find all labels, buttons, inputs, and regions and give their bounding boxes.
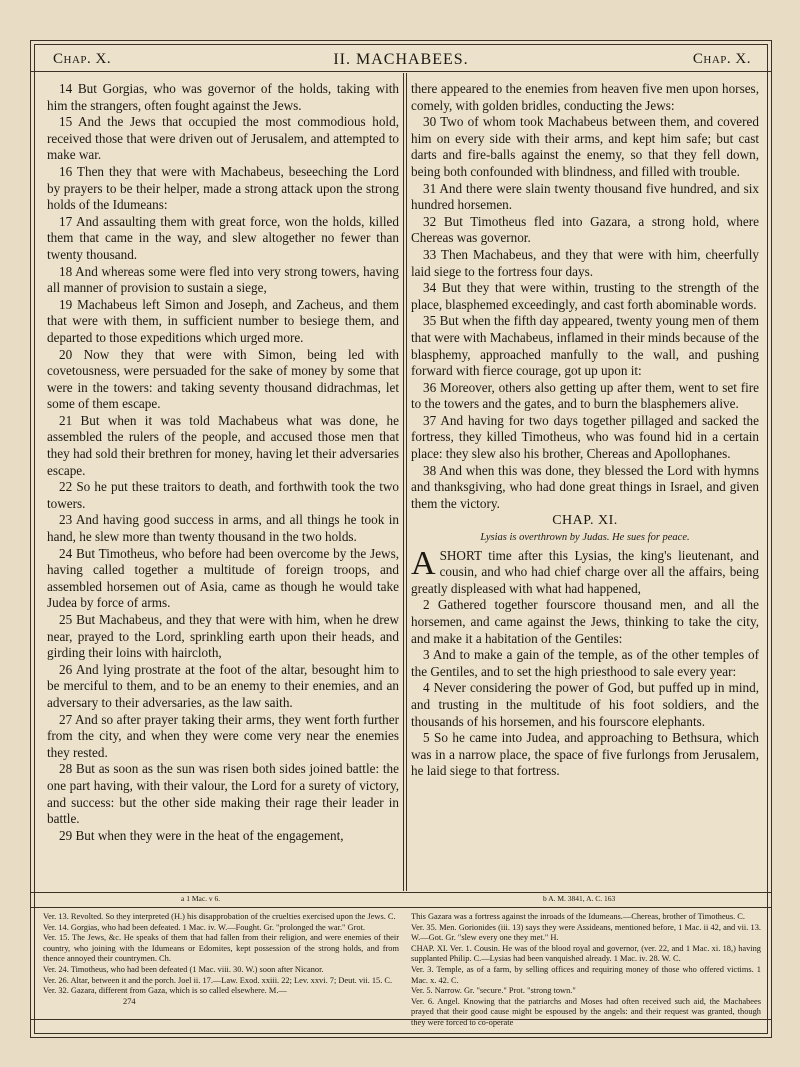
left-column xyxy=(47,81,399,844)
right-column xyxy=(411,81,759,780)
verse: 16 Then they that were with Machabeus, beseeching the Lord by prayers to be their helper, made a strong attack upon the strong holds of the Idumeans: xyxy=(47,163,399,213)
verse: 28 But as soon as the sun was risen both sides joined battle: the one part having, with their valour, the Lord for a surety of victory, and success: but the other side making their rage their leader in battle. xyxy=(47,761,399,827)
column-divider xyxy=(403,73,404,891)
verse: 26 And lying prostrate at the foot of the altar, besought him to be merciful to them, and to be an enemy to their enemies, and an adversary to their adversaries, as the law saith. xyxy=(47,661,399,710)
drop-cap: A xyxy=(411,544,436,582)
commentary-right xyxy=(411,912,761,1029)
commentary-note: CHAP. XI. Ver. 1. Cousin. He was of the blood royal and governor, (ver. 22, and 1 Mac. xi. 18,) having supplanted Philip. C.—Lysias had been vanquished already. 1 Mac. iv. 28. W. C. xyxy=(411,943,761,964)
verse: 23 And having good success in arms, and all things he took in hand, he slew more than twenty thousand in the two holds. xyxy=(47,512,399,545)
commentary-note: Ver. 13. Revolted. So they interpreted (H.) his disapprobation of the cruelties exercised upon the Jews. C. xyxy=(43,912,396,921)
verse: 21 But when it was told Machabeus what was done, he assembled the rulers of the people, and accused those men that they had sold their brethren for money, having let their adversaries escape. xyxy=(47,412,399,478)
commentary-note: Ver. 24. Timotheus, who had been defeated (1 Mac. viii. 30. W.) soon after Nicanor. xyxy=(43,964,324,974)
column-divider xyxy=(406,73,407,891)
footnote-rule xyxy=(31,892,771,893)
verse: 34 But they that were within, trusting to the strength of the place, blasphemed exceedingly, and cast forth abominable words. xyxy=(411,280,759,312)
header-chapter-right: Chap. X. xyxy=(692,51,751,67)
verse: 29 But when they were in the heat of the engagement, xyxy=(59,827,344,843)
chapter-summary: Lysias is overthrown by Judas. He sues for peace. xyxy=(480,532,690,544)
verse: 17 And assaulting them with great force, won the holds, killed them that came in the way, and slew altogether no fewer than twenty thousand. xyxy=(47,213,399,262)
verse: 25 But Machabeus, and they that were with him, when he drew near, prayed to the Lord, sprinkling earth upon their heads, and girding their loins with haircloth, xyxy=(47,612,399,661)
verse: 20 Now they that were with Simon, being led with covetousness, were persuaded for the sake of money by some that were in the towers: and taking seventy thousand didrachmas, let some of them escape. xyxy=(47,346,399,412)
verse: 4 Never considering the power of God, but puffed up in mind, and trusting in the multitude of his foot soldiers, and the thousands of his horsemen, and his fourscore elephants. xyxy=(411,680,759,729)
page xyxy=(30,40,772,1038)
verse: 19 Machabeus left Simon and Joseph, and Zacheus, and them that were with them, in sufficient number to besiege them, and departed to those expeditions which urged more. xyxy=(47,296,399,345)
header-chapter-left: Chap. X. xyxy=(53,51,112,67)
verse: 33 Then Machabeus, and they that were with him, cheerfully laid siege to the fortress four days. xyxy=(411,246,759,279)
commentary-left xyxy=(43,912,399,1007)
verse: 31 And there were slain twenty thousand five hundred, and six hundred horsemen. xyxy=(411,180,759,213)
chapter-first-verse xyxy=(411,544,759,598)
verse: 27 And so after prayer taking their arms, they went forth further from the city, and when they were come very near the enemies they rested. xyxy=(47,711,399,760)
first-verse-text: SHORT time after this Lysias, the king's lieutenant, and cousin, and who had chief charge over all the affairs, being greatly displeased with what had happened, xyxy=(411,547,759,596)
verse: 15 And the Jews that occupied the most commodious hold, received those that were driven out of Jerusalem, and attempted to make war. xyxy=(47,114,399,163)
verse-continuation: there appeared to the enemies from heaven five men upon horses, comely, with golden bridles, conducting the Jews: xyxy=(411,81,759,113)
commentary-note: Ver. 32. Gazara, different from Gaza, which is so called elsewhere. M.— xyxy=(43,986,287,996)
verse: 5 So he came into Judea, and approaching to Bethsura, which was in a narrow place, the space of five furlongs from Jerusalem, he laid siege to that fortress. xyxy=(411,730,759,779)
verse: 3 And to make a gain of the temple, as of the other temples of the Gentiles, and to set the high priesthood to sale every year: xyxy=(411,647,759,679)
header-book-title: II. MACHABEES. xyxy=(333,51,469,68)
verse: 32 But Timotheus fled into Gazara, a strong hold, where Chereas was governor. xyxy=(411,213,759,246)
verse: 24 But Timotheus, who before had been overcome by the Jews, having called together a multitude of foreign troops, and assembled horsemen out of Asia, came as though he would take Judea by force of arms. xyxy=(47,545,399,611)
verse: 22 So he put these traitors to death, and forthwith took the two towers. xyxy=(47,479,399,511)
verse: 36 Moreover, others also getting up after them, went to set fire to the towers and the gates, and to burn the blasphemers alive. xyxy=(411,379,759,412)
page-number: 274 xyxy=(123,996,136,1006)
running-header xyxy=(31,49,771,72)
chapter-heading: CHAP. XI. xyxy=(552,513,618,529)
commentary-note: Ver. 3. Temple, as of a farm, by selling offices and requiring money of those who offered victims. 1 Mac. x. 42. C. xyxy=(411,964,761,985)
commentary-note: Ver. 15. The Jews, &c. He speaks of them that had fallen from their religion, and were enemies of their country, who joining with the Idumeans or Edomites, kept possession of the strong holds, and from thence annoyed their countrymen. Ch. xyxy=(43,933,399,964)
commentary-note: Ver. 6. Angel. Knowing that the patriarchs and Moses had often received such aid, the Machabees prayed that their good cause might be espoused by the angels: and their request was granted, though they were forced to co-operate xyxy=(411,996,761,1027)
footnote-reference-right: b A. M. 3841, A. C. 163 xyxy=(543,894,616,903)
commentary-note: Ver. 26. Altar, between it and the porch. Joel ii. 17.—Law. Exod. xxiii. 22; Lev. xxvi. 7; Deut. vii. 15. C. xyxy=(43,975,393,985)
commentary-note: This Gazara was a fortress against the inroads of the Idumeans.—Chereas, brother of Timotheus. C. xyxy=(411,912,745,921)
footnote-rule xyxy=(31,907,771,908)
footnote-reference-left: a 1 Mac. v 6. xyxy=(181,894,221,903)
bottom-rule xyxy=(31,1019,771,1020)
commentary-note: Ver. 35. Men. Gorionides (iii. 13) says they were Assideans, mentioned before, 1 Mac. ii 42, and vii. 13. W.—Got. Gr. "slew every one they met." H. xyxy=(411,922,761,943)
verse: 30 Two of whom took Machabeus between them, and covered him on every side with their arms, and kept him safe; but cast darts and fire-balls against the enemy, so that they fell down, being both confounded with blindness, and filled with trouble. xyxy=(411,114,759,179)
verse: 18 And whereas some were fled into very strong towers, having all manner of provision to sustain a siege, xyxy=(47,263,399,296)
verse: 14 But Gorgias, who was governor of the holds, taking with him the strangers, often fought against the Jews. xyxy=(47,81,399,113)
verse: 2 Gathered together fourscore thousand men, and all the horsemen, and came against the Jews, thinking to take the city, and make it a habitation of the Gentiles: xyxy=(411,597,759,646)
verse: 37 And having for two days together pillaged and sacked the fortress, they killed Timotheus, who was found hid in a certain place: they slew also his brother, Chereas and Apollophanes. xyxy=(411,412,759,462)
commentary-note: Ver. 5. Narrow. Gr. "secure." Prot. "strong town." xyxy=(411,986,576,996)
verse: 35 But when the fifth day appeared, twenty young men of them that were with Machabeus, inflamed in their minds because of the blasphemy, approached manfully to the wall, and pushing forward with fierce courage, got up upon it: xyxy=(411,313,759,379)
commentary-note: Ver. 14. Gorgias, who had been defeated. 1 Mac. iv. W.—Fought. Gr. "prolonged the war." Grot. xyxy=(43,922,365,932)
verse: 38 And when this was done, they blessed the Lord with hymns and thanksgiving, who had done great things in Israel, and given them the victory. xyxy=(411,462,759,511)
